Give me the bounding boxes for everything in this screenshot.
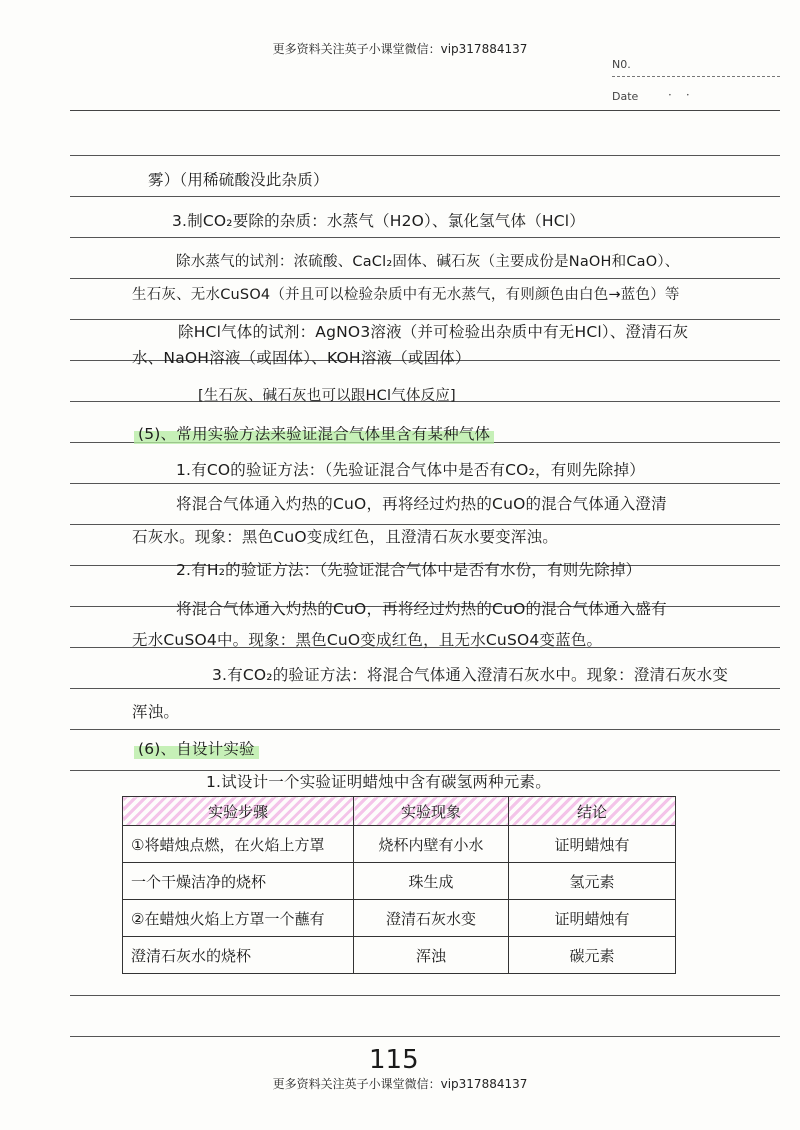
- text-line: 无水CuSO4中。现象：黑色CuO变成红色，且无水CuSO4变蓝色。: [132, 631, 603, 649]
- table-header-cell: 结论: [509, 797, 676, 826]
- table-cell: 烧杯内壁有小水: [354, 826, 509, 863]
- footer-watermark: 更多资料关注英子小课堂微信：vip317884137: [272, 1077, 528, 1091]
- text-line: 1.有CO的验证方法：（先验证混合气体中是否有CO₂，有则先除掉）: [176, 461, 645, 479]
- table-cell: 浑浊: [354, 937, 509, 974]
- text-line: 1.试设计一个实验证明蜡烛中含有碳氢两种元素。: [206, 773, 551, 791]
- text-line: 石灰水。现象：黑色CuO变成红色，且澄清石灰水要变浑浊。: [132, 528, 558, 546]
- ruled-line: [70, 110, 780, 111]
- table-header-cell: 实验现象: [354, 797, 509, 826]
- ruled-line: [70, 196, 780, 197]
- table-cell: 珠生成: [354, 863, 509, 900]
- experiment-table: [122, 796, 676, 974]
- text-line: 3.制CO₂要除的杂质：水蒸气（H2O）、氯化氢气体（HCl）: [172, 212, 585, 230]
- table-header-cell: 实验步骤: [123, 797, 354, 826]
- text-line: 将混合气体通入灼热的CuO，再将经过灼热的CuO的混合气体通入澄清: [176, 495, 667, 513]
- table-row: [123, 863, 676, 900]
- table-cell: 澄清石灰水变: [354, 900, 509, 937]
- table-row: [123, 826, 676, 863]
- notebook-no-dashline: [612, 76, 780, 77]
- table-cell: 澄清石灰水的烧杯: [123, 937, 354, 974]
- ruled-line: [70, 278, 780, 279]
- notebook-date-dots: ··: [668, 88, 704, 102]
- ruled-line: [70, 483, 780, 484]
- text-line: 水、NaOH溶液（或固体）、KOH溶液（或固体）: [132, 349, 471, 367]
- text-line: 除水蒸气的试剂：浓硫酸、CaCl₂固体、碱石灰（主要成份是NaOH和CaO）、: [176, 254, 680, 270]
- section-heading-6: (6)、自设计实验: [134, 737, 259, 759]
- table-cell: ②在蜡烛火焰上方罩一个蘸有: [123, 900, 354, 937]
- table-cell: 一个干燥洁净的烧杯: [123, 863, 354, 900]
- header-watermark: 更多资料关注英子小课堂微信：vip317884137: [272, 42, 528, 56]
- table-row: [123, 937, 676, 974]
- text-line: 生石灰、无水CuSO4（并且可以检验杂质中有无水蒸气，有则颜色由白色→蓝色）等: [132, 287, 680, 303]
- text-line: 2.有H₂的验证方法：（先验证混合气体中是否有水份，有则先除掉）: [176, 561, 642, 579]
- text-line: 将混合气体通入灼热的CuO，再将经过灼热的CuO的混合气体通入盛有: [176, 600, 667, 618]
- ruled-line: [70, 995, 780, 996]
- text-line: 3.有CO₂的验证方法：将混合气体通入澄清石灰水中。现象：澄清石灰水变: [212, 666, 729, 684]
- table-row: [123, 900, 676, 937]
- ruled-line: [70, 155, 780, 156]
- table-cell: 氢元素: [509, 863, 676, 900]
- section-heading-5: (5)、常用实验方法来验证混合气体里含有某种气体: [134, 422, 494, 444]
- table-cell: 证明蜡烛有: [509, 826, 676, 863]
- table-cell: 碳元素: [509, 937, 676, 974]
- ruled-line: [70, 1036, 780, 1037]
- ruled-line: [70, 237, 780, 238]
- table-cell: 证明蜡烛有: [509, 900, 676, 937]
- table-cell: ①将蜡烛点燃，在火焰上方罩: [123, 826, 354, 863]
- text-line: 除HCl气体的试剂：AgNO3溶液（并可检验出杂质中有无HCl）、澄清石灰: [178, 323, 689, 341]
- ruled-line: [70, 729, 780, 730]
- ruled-line: [70, 688, 780, 689]
- notebook-date-label: Date: [612, 90, 639, 103]
- text-line: 雾）（用稀硫酸没此杂质）: [148, 171, 329, 189]
- page-number: 115: [369, 1045, 419, 1075]
- text-line: 浑浊。: [132, 703, 180, 721]
- table-header-row: [123, 797, 676, 826]
- text-line: [生石灰、碱石灰也可以跟HCl气体反应]: [198, 388, 456, 404]
- notebook-no-label: N0.: [612, 58, 631, 71]
